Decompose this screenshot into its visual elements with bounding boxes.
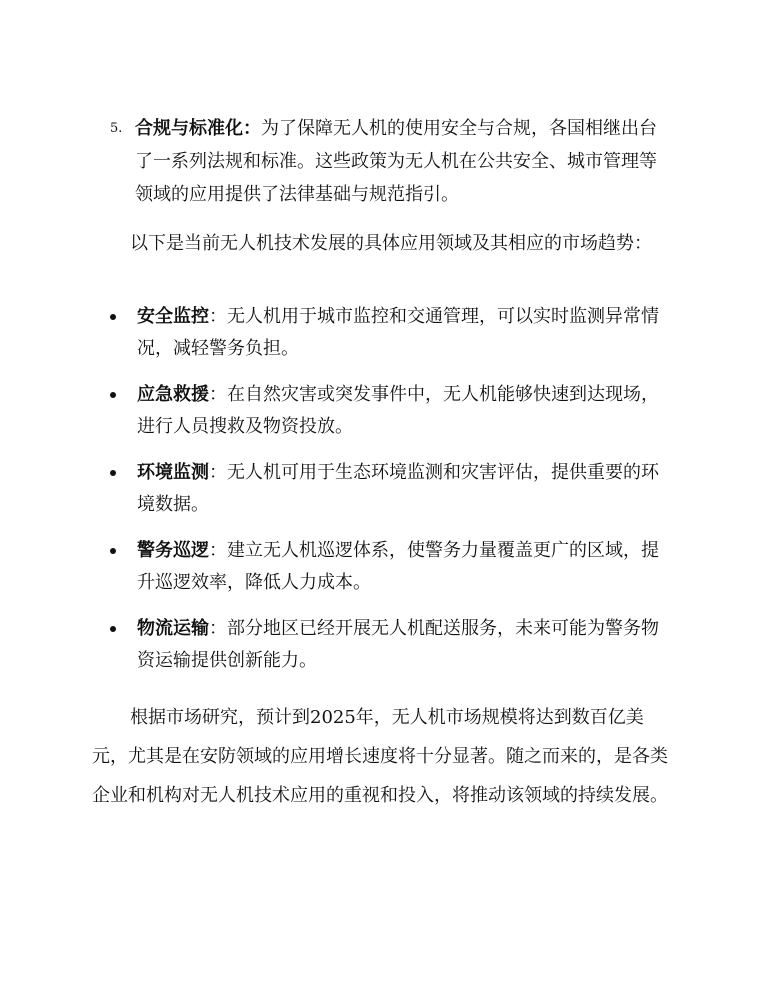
bullet-content xyxy=(137,457,667,521)
bullet-dot-icon xyxy=(110,314,116,320)
bullet-body: 在自然灾害或突发事件中，无人机能够快速到达现场，进行人员搜救及物资投放。 xyxy=(137,384,659,437)
bullet-title: 物流运输 xyxy=(137,618,209,639)
bullet-colon: ： xyxy=(209,306,227,327)
item-title: 合规与标准化 xyxy=(135,118,243,139)
bullet-colon: ： xyxy=(209,462,227,483)
closing-paragraph: 根据市场研究，预计到2025年，无人机市场规模将达到数百亿美元，尤其是在安防领域的应用增长速度将十分显著。随之而来的，是各类企业和机构对无人机技术应用的重视和投入，将推动该领域的持续发展。 xyxy=(92,707,668,806)
bullet-dot-icon xyxy=(110,392,116,398)
bullet-body: 无人机用于城市监控和交通管理，可以实时监测异常情况，减轻警务负担。 xyxy=(137,306,659,359)
bullet-dot-icon xyxy=(110,470,116,476)
bullet-item-police-patrol xyxy=(110,535,670,599)
bullet-item-logistics xyxy=(110,613,670,677)
bullet-colon: ： xyxy=(209,384,227,405)
intro-paragraph: 以下是当前无人机技术发展的具体应用领域及其相应的市场趋势： xyxy=(130,233,652,254)
application-bullet-list xyxy=(110,301,670,691)
bullet-title: 环境监测 xyxy=(137,462,209,483)
bullet-item-emergency-rescue xyxy=(110,379,670,443)
bullet-title: 应急救援 xyxy=(137,384,209,405)
item-title-colon: ： xyxy=(243,118,261,139)
bullet-colon: ： xyxy=(209,618,227,639)
bullet-colon: ： xyxy=(209,540,227,561)
bullet-body: 建立无人机巡逻体系，使警务力量覆盖更广的区域，提升巡逻效率，降低人力成本。 xyxy=(137,540,659,593)
numbered-item-compliance xyxy=(110,112,670,211)
bullet-item-environment-monitoring xyxy=(110,457,670,521)
bullet-title: 警务巡逻 xyxy=(137,540,209,561)
bullet-content xyxy=(137,379,667,443)
bullet-content xyxy=(137,535,667,599)
item-body: 为了保障无人机的使用安全与合规，各国相继出台了一系列法规和标准。这些政策为无人机在公共安全、城市管理等领域的应用提供了法律基础与规范指引。 xyxy=(135,118,657,205)
item-content xyxy=(135,112,670,211)
item-number: 5. xyxy=(110,121,123,136)
bullet-dot-icon xyxy=(110,626,116,632)
bullet-content xyxy=(137,301,667,365)
bullet-item-security-monitoring xyxy=(110,301,670,365)
bullet-dot-icon xyxy=(110,548,116,554)
bullet-title: 安全监控 xyxy=(137,306,209,327)
bullet-body: 无人机可用于生态环境监测和灾害评估，提供重要的环境数据。 xyxy=(137,462,659,515)
bullet-body: 部分地区已经开展无人机配送服务，未来可能为警务物资运输提供创新能力。 xyxy=(137,618,659,671)
bullet-content xyxy=(137,613,667,677)
